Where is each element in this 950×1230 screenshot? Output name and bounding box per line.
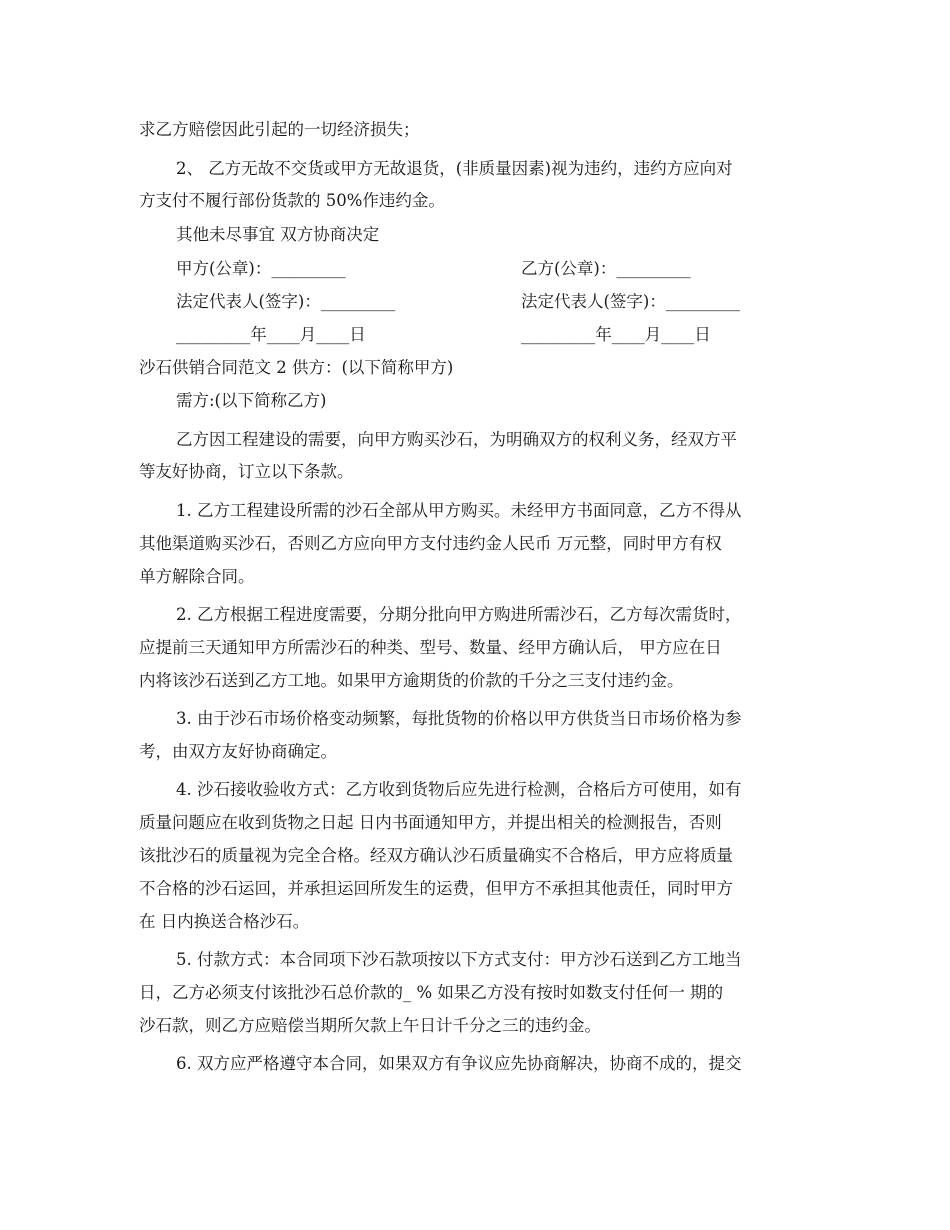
- clause-1-line: 其他渠道购买沙石，否则乙方应向甲方支付违约金人民币 万元整，同时甲方有权: [139, 534, 722, 553]
- clause-1-line: 1. 乙方工程建设所需的沙石全部从甲方购买。未经甲方书面同意，乙方不得从: [176, 501, 742, 520]
- clause-4-line: 该批沙石的质量视为完全合格。经双方确认沙石质量确实不合格后，甲方应将质量: [139, 846, 733, 865]
- clause-4-line: 4. 沙石接收验收方式：乙方收到货物后应先进行检测，合格后方可使用，如有: [176, 780, 742, 799]
- clause-2-line: 2. 乙方根据工程进度需要，分期分批向甲方购进所需沙石，乙方每次需货时，: [176, 605, 742, 624]
- clause-2-line: 内将该沙石送到乙方工地。如果甲方逾期货的价款的千分之三支付违约金。: [139, 671, 684, 690]
- clause-3-line: 3. 由于沙石市场价格变动频繁，每批货物的价格以甲方供货当日市场价格为参: [176, 709, 742, 728]
- party-a-date: _________年____月____日: [176, 325, 366, 344]
- clause-6-line: 6. 双方应严格遵守本合同，如果双方有争议应先协商解决，协商不成的，提交: [176, 1054, 742, 1073]
- paragraph-line: 乙方因工程建设的需要，向甲方购买沙石，为明确双方的权利义务，经双方平: [176, 430, 737, 449]
- clause-5-line: 沙石款，则乙方应赔偿当期所欠款上午日计千分之三的违约金。: [139, 1016, 601, 1035]
- clause-5-line: 日，乙方必须支付该批沙石总价款的_ % 如果乙方没有按时如数支付任何一 期的: [139, 983, 724, 1002]
- clause-1-line: 单方解除合同。: [139, 567, 255, 586]
- party-b-representative: 法定代表人(签字)：_________: [521, 292, 741, 311]
- paragraph-line: 方支付不履行部份货款的 50%作违约金。: [139, 191, 445, 210]
- clause-4-line: 质量问题应在收到货物之日起 日内书面通知甲方，并提出相关的检测报告，否则: [139, 813, 722, 832]
- clause-4-line: 在 日内换送合格沙石。: [139, 912, 310, 931]
- section-title: 沙石供销合同范文 2 供方：(以下简称甲方): [139, 358, 454, 377]
- clause-4-line: 不合格的沙石运回，并承担运回所发生的运费，但甲方不承担其他责任，同时甲方: [139, 879, 733, 898]
- party-b-date: _________年____月____日: [521, 325, 711, 344]
- paragraph-line: 等友好协商，订立以下条款。: [139, 462, 354, 481]
- buyer-line: 需方:(以下简称乙方): [176, 391, 327, 410]
- clause-3-line: 考，由双方友好协商确定。: [139, 742, 337, 761]
- party-a-representative: 法定代表人(签字)：_________: [176, 292, 396, 311]
- paragraph-line: 2、 乙方无故不交货或甲方无故退货，(非质量因素)视为违约，违约方应向对: [176, 159, 733, 178]
- party-a-seal: 甲方(公章)：_________: [176, 259, 346, 278]
- clause-2-line: 应提前三天通知甲方所需沙石的种类、型号、数量、经甲方确认后， 甲方应在日: [139, 638, 722, 657]
- paragraph-line: 其他未尽事宜 双方协商决定: [176, 225, 380, 244]
- clause-5-line: 5. 付款方式：本合同项下沙石款项按以下方式支付：甲方沙石送到乙方工地当: [176, 950, 742, 969]
- party-b-seal: 乙方(公章)：_________: [521, 259, 691, 278]
- paragraph-line: 求乙方赔偿因此引起的一切经济损失；: [139, 120, 420, 139]
